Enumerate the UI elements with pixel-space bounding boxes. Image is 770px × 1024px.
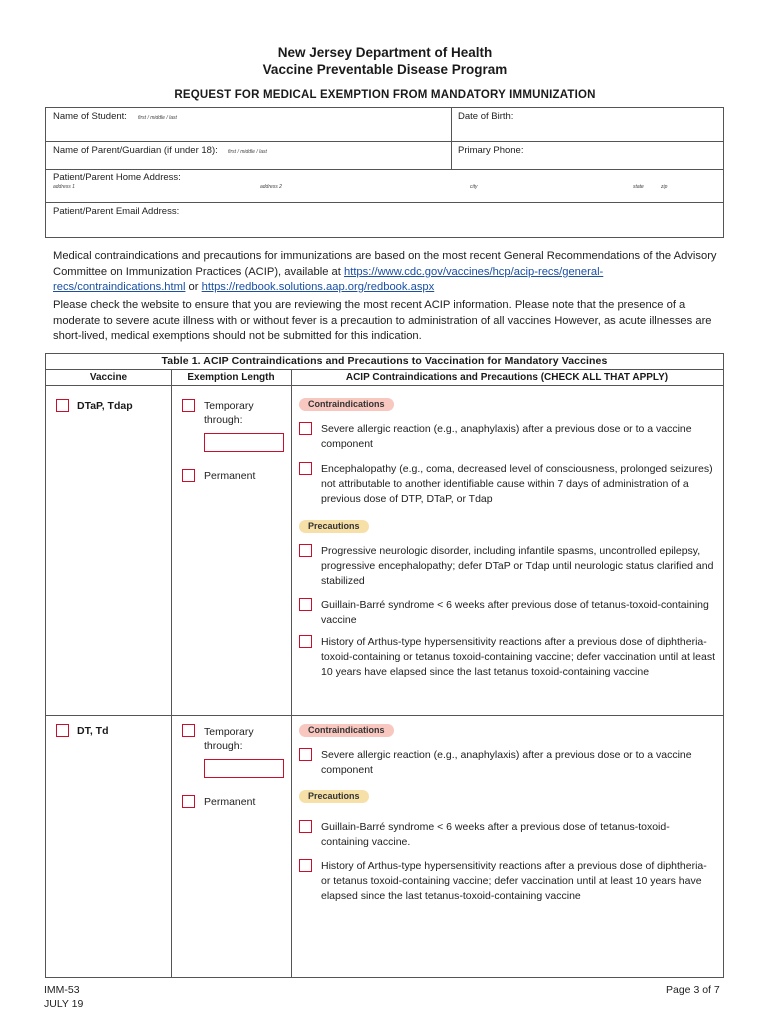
acip-table	[45, 353, 724, 978]
permanent-label: Permanent	[204, 796, 256, 808]
prec-checkbox[interactable]	[299, 859, 312, 872]
student-name-hint: first / middle / last	[138, 115, 177, 121]
patient-info-box	[45, 107, 724, 238]
state-hint: state	[633, 184, 644, 190]
parent-name-field[interactable]	[226, 143, 448, 168]
row-divider	[46, 715, 723, 716]
contra-checkbox[interactable]	[299, 748, 312, 761]
temporary-label: Temporary through:	[204, 400, 254, 426]
col-header-exemption-length: Exemption Length	[171, 370, 291, 386]
org-name: New Jersey Department of Health	[277, 45, 493, 60]
prec-checkbox[interactable]	[299, 598, 312, 611]
contra-item: Severe allergic reaction (e.g., anaphylaxis) after a previous dose or to a vaccine component	[321, 749, 692, 776]
form-title: REQUEST FOR MEDICAL EXEMPTION FROM MANDATORY IMMUNIZATION	[174, 89, 596, 101]
form-date: JULY 19	[44, 998, 84, 1010]
temporary-label: Temporary through:	[204, 726, 254, 752]
redbook-link[interactable]: https://redbook.solutions.aap.org/redbook.aspx	[201, 281, 435, 293]
phone-label: Primary Phone:	[458, 145, 524, 156]
address1-hint: address 1	[53, 184, 75, 190]
form-id: IMM-53	[44, 984, 80, 996]
address-label: Patient/Parent Home Address:	[53, 172, 181, 183]
acip-link[interactable]: https://www.cdc.gov/vaccines/hcp/acip-recs/general-recs/contraindications.html	[53, 265, 604, 293]
student-row	[46, 108, 723, 142]
contra-item: Encephalopathy (e.g., coma, decreased level of consciousness, prolonged seizures) not attributable to another identifiable cause within 7 days of administration of a previous dose of DTP, DTaP, or Tdap	[321, 463, 713, 505]
dt-temporary-date-input[interactable]	[204, 759, 284, 778]
student-name-field[interactable]	[136, 109, 448, 140]
dob-field[interactable]	[526, 109, 721, 140]
org-header	[0, 44, 770, 78]
prec-item: Guillain-Barré syndrome < 6 weeks after previous dose of tetanus-toxoid-containing vaccine	[321, 599, 709, 626]
prec-checkbox[interactable]	[299, 820, 312, 833]
prec-checkbox[interactable]	[299, 635, 312, 648]
student-name-label: Name of Student:	[53, 111, 127, 122]
prec-item: Progressive neurologic disorder, including infantile spasms, uncontrolled epilepsy, progressive encephalopathy; defer DTaP or Tdap until neurologic status clarified and stabilized	[321, 545, 714, 587]
email-field[interactable]	[186, 204, 721, 235]
zip-hint: zip	[661, 184, 668, 190]
table-title: Table 1. ACIP Contraindications and Precautions to Vaccination for Mandatory Vaccines	[46, 354, 723, 370]
dt-temporary-checkbox[interactable]	[182, 724, 195, 737]
contraindications-pill: Contraindications	[299, 398, 394, 411]
vaccine-name: DT, Td	[77, 725, 109, 737]
divider	[451, 108, 452, 141]
prec-checkbox[interactable]	[299, 544, 312, 557]
form-id-footer	[44, 983, 83, 1011]
contra-checkbox[interactable]	[299, 422, 312, 435]
contraindications-pill: Contraindications	[299, 724, 394, 737]
dtap-vaccine-checkbox[interactable]	[56, 399, 69, 412]
col-divider	[291, 370, 292, 977]
prec-item: Guillain-Barré syndrome < 6 weeks after a previous dose of tetanus-toxoid-containing vaccine.	[321, 821, 670, 848]
parent-name-hint: first / middle / last	[228, 149, 267, 155]
contra-checkbox[interactable]	[299, 462, 312, 475]
dtap-temporary-date-input[interactable]	[204, 433, 284, 452]
vaccine-name: DTaP, Tdap	[77, 400, 133, 412]
precautions-pill: Precautions	[299, 520, 369, 533]
city-hint: city	[470, 184, 478, 190]
dt-permanent-checkbox[interactable]	[182, 795, 195, 808]
intro-paragraph-1: Medical contraindications and precautions for immunizations are based on the most recent General Recommendations of the Advisory Committee on Immunization Practices (ACIP), available at https://www.cdc.gov/vaccines/hcp/acip-recs/general-recs/contraindications.html or https://redbook.solutions.aap.org/redbook.aspx	[53, 250, 717, 293]
phone-field[interactable]	[526, 143, 721, 168]
intro-paragraph-2: Please check the website to ensure that you are reviewing the most recent ACIP information. Please note that the presence of a moderate to severe acute illness with or without fever is a precaution to administration of all vaccines However, as acute illnesses are short-lived, medical exemptions should not be submitted for this indication.	[53, 299, 712, 342]
contra-item: Severe allergic reaction (e.g., anaphylaxis) after a previous dose or to a vaccine component	[321, 423, 692, 450]
col-header-acip: ACIP Contraindications and Precautions (CHECK ALL THAT APPLY)	[291, 370, 723, 386]
col-divider	[171, 370, 172, 977]
dob-label: Date of Birth:	[458, 111, 514, 122]
permanent-label: Permanent	[204, 470, 256, 482]
address-field[interactable]	[47, 182, 722, 201]
email-label: Patient/Parent Email Address:	[53, 206, 180, 217]
dt-vaccine-checkbox[interactable]	[56, 724, 69, 737]
address2-hint: address 2	[260, 184, 282, 190]
parent-row	[46, 142, 723, 170]
col-header-vaccine: Vaccine	[46, 370, 171, 386]
address-row	[46, 170, 723, 203]
program-name: Vaccine Preventable Disease Program	[262, 62, 508, 77]
parent-name-label: Name of Parent/Guardian (if under 18):	[53, 145, 218, 156]
dtap-permanent-checkbox[interactable]	[182, 469, 195, 482]
divider	[451, 142, 452, 169]
dtap-temporary-checkbox[interactable]	[182, 399, 195, 412]
precautions-pill: Precautions	[299, 790, 369, 803]
prec-item: History of Arthus-type hypersensitivity reactions after a previous dose of diphtheria-toxoid-containing or tetanus toxoid-containing vaccine; defer vaccination until at least 10 years have elapsed since the last tetanus toxoid-containing vaccine	[321, 636, 715, 678]
email-row	[46, 203, 723, 237]
page-number: Page 3 of 7	[666, 984, 720, 996]
prec-item: History of Arthus-type hypersensitivity reactions after a previous dose of diphtheria- or tetanus toxoid-containing vaccine; defer vaccination until at least 10 years have elapsed since the last tetanus-toxoid-containing vaccine	[321, 860, 707, 902]
